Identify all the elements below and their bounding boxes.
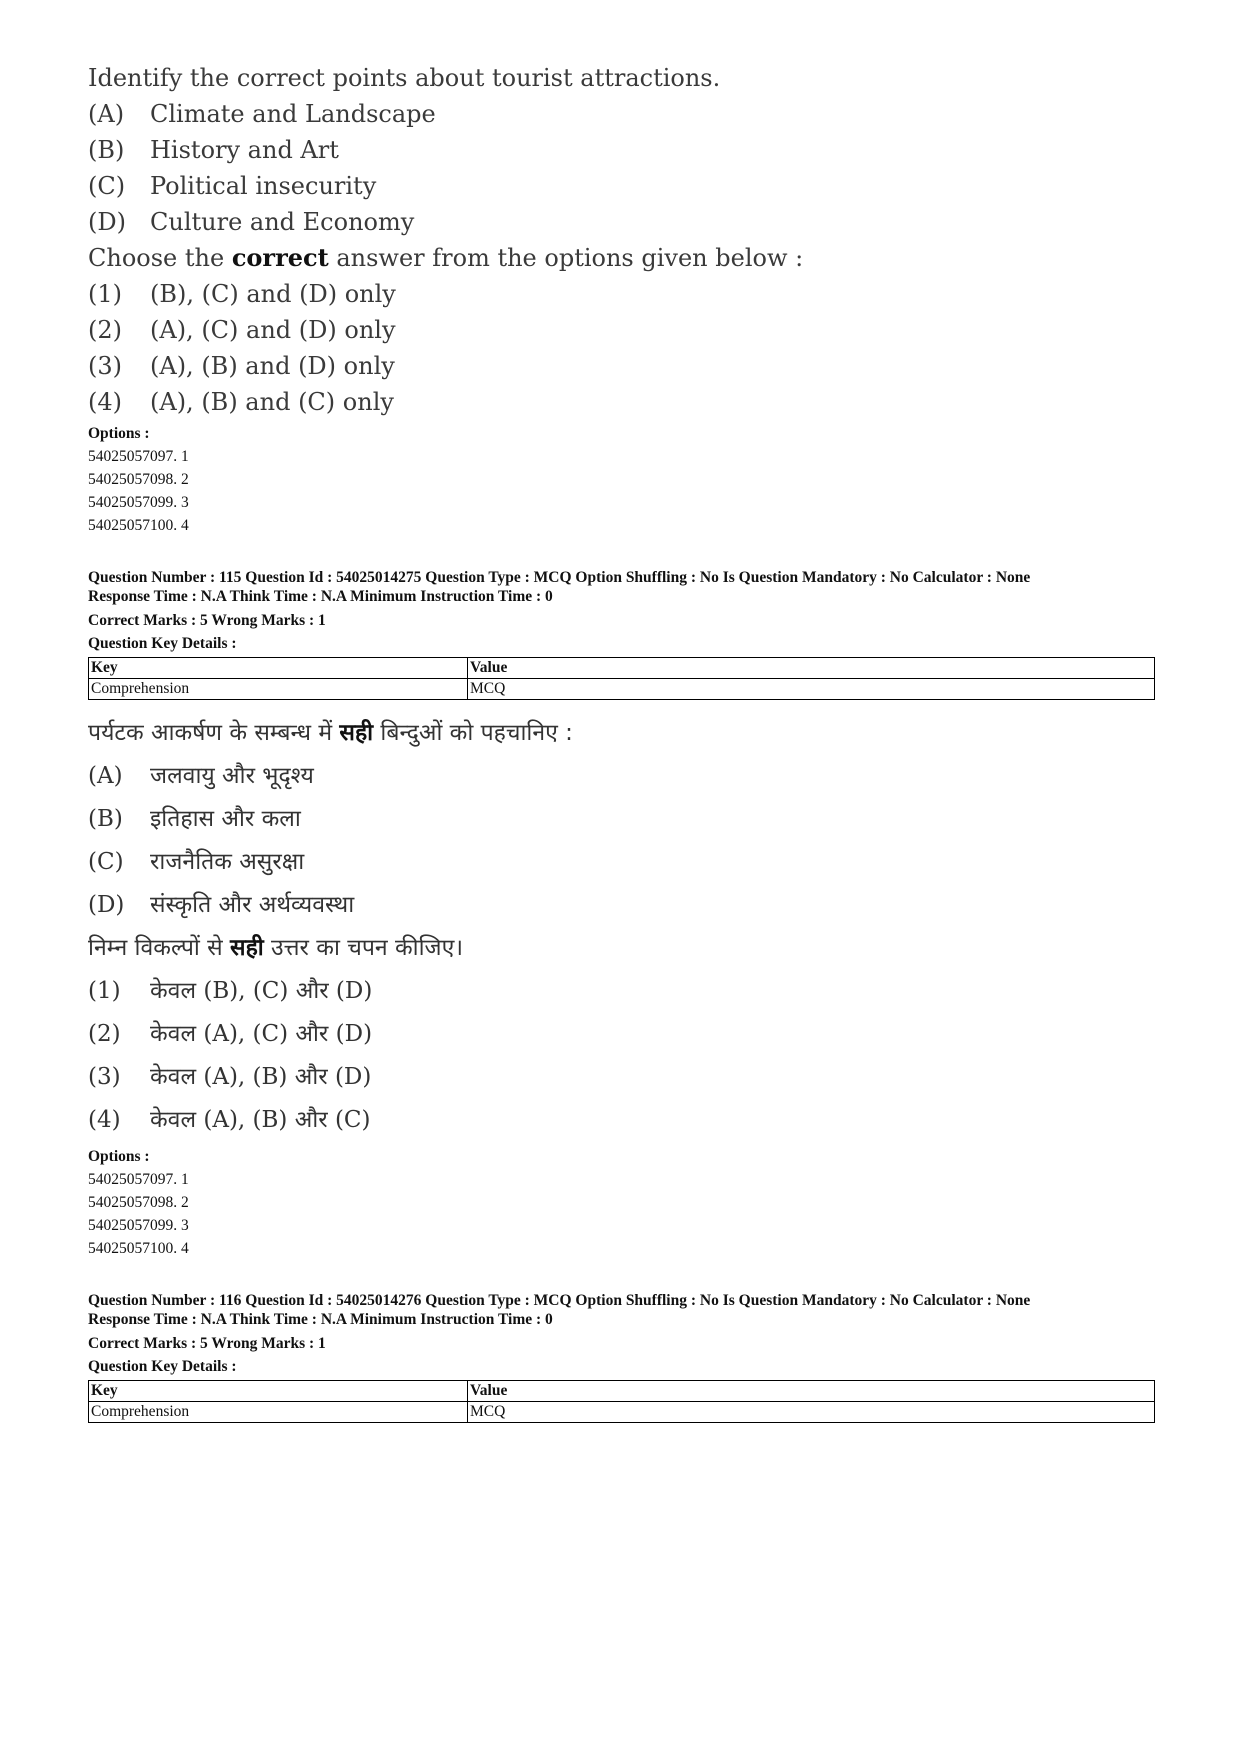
option-line: 54025057099. 3 <box>88 494 189 511</box>
table-header-key: Key <box>89 1381 468 1402</box>
table-header-key: Key <box>89 658 468 679</box>
q114-choice-3: (3) (A), (B) and (D) only <box>88 352 395 380</box>
option-line: 54025057100. 4 <box>88 517 189 534</box>
q115-key-table <box>88 657 1155 700</box>
q114-item-b: (B) History and Art <box>88 136 339 164</box>
options-heading: Options : <box>88 1148 150 1165</box>
q116-key-details-heading: Question Key Details : <box>88 1358 237 1375</box>
q114-choice-1: (1) (B), (C) and (D) only <box>88 280 396 308</box>
q116-key-table <box>88 1380 1155 1423</box>
q115-instruction: निम्न विकल्पों से सही उत्तर का चपन कीजिए। <box>88 935 464 961</box>
q115-item-c: (C) राजनैतिक असुरक्षा <box>88 849 305 875</box>
table-cell-key: Comprehension <box>89 1402 468 1423</box>
q114-instruction: Choose the correct answer from the options given below : <box>88 243 804 272</box>
q115-item-a: (A) जलवायु और भूदृश्य <box>88 763 314 789</box>
q114-item-c: (C) Political insecurity <box>88 172 377 200</box>
q114-item-a: (A) Climate and Landscape <box>88 100 436 128</box>
q114-item-d: (D) Culture and Economy <box>88 208 415 236</box>
table-header-value: Value <box>468 1381 1155 1402</box>
q115-item-b: (B) इतिहास और कला <box>88 806 301 832</box>
q116-marks: Correct Marks : 5 Wrong Marks : 1 <box>88 1335 326 1352</box>
q115-question-block <box>88 712 573 1142</box>
q114-options <box>88 422 189 537</box>
q116-meta-line2: Response Time : N.A Think Time : N.A Minimum Instruction Time : 0 <box>88 1311 553 1328</box>
option-line: 54025057097. 1 <box>88 448 189 465</box>
q114-question-block <box>88 60 803 420</box>
table-row <box>89 1402 1155 1423</box>
option-line: 54025057099. 3 <box>88 1217 189 1234</box>
q114-choice-2: (2) (A), (C) and (D) only <box>88 316 396 344</box>
q116-meta-line1: Question Number : 116 Question Id : 54025014276 Question Type : MCQ Option Shuffling : No Is Question Mandatory : No Calculator : None <box>88 1292 1031 1309</box>
q116-meta <box>88 1291 1030 1329</box>
options-heading: Options : <box>88 425 150 442</box>
q115-meta-line1: Question Number : 115 Question Id : 54025014275 Question Type : MCQ Option Shuffling : No Is Question Mandatory : No Calculator : None <box>88 569 1031 586</box>
table-row <box>89 679 1155 700</box>
q115-key-details-heading: Question Key Details : <box>88 635 237 652</box>
q115-choice-2: (2) केवल (A), (C) और (D) <box>88 1021 373 1047</box>
q115-choice-1: (1) केवल (B), (C) और (D) <box>88 978 373 1004</box>
table-cell-value: MCQ <box>468 1402 1155 1423</box>
option-line: 54025057098. 2 <box>88 471 189 488</box>
q115-meta-line2: Response Time : N.A Think Time : N.A Minimum Instruction Time : 0 <box>88 588 553 605</box>
q115-options <box>88 1145 189 1260</box>
q114-stem: Identify the correct points about tourist attractions. <box>88 64 721 92</box>
q115-item-d: (D) संस्कृति और अर्थव्यवस्था <box>88 892 355 918</box>
q114-choice-4: (4) (A), (B) and (C) only <box>88 388 394 416</box>
q115-choice-4: (4) केवल (A), (B) और (C) <box>88 1107 371 1133</box>
table-header-row <box>89 658 1155 679</box>
table-header-value: Value <box>468 658 1155 679</box>
option-line: 54025057098. 2 <box>88 1194 189 1211</box>
q115-stem: पर्यटक आकर्षण के सम्बन्ध में सही बिन्दुओं को पहचानिए : <box>88 720 573 746</box>
q115-marks: Correct Marks : 5 Wrong Marks : 1 <box>88 612 326 629</box>
table-cell-key: Comprehension <box>89 679 468 700</box>
q115-choice-3: (3) केवल (A), (B) और (D) <box>88 1064 372 1090</box>
option-line: 54025057100. 4 <box>88 1240 189 1257</box>
table-header-row <box>89 1381 1155 1402</box>
option-line: 54025057097. 1 <box>88 1171 189 1188</box>
table-cell-value: MCQ <box>468 679 1155 700</box>
q115-meta <box>88 568 1030 606</box>
